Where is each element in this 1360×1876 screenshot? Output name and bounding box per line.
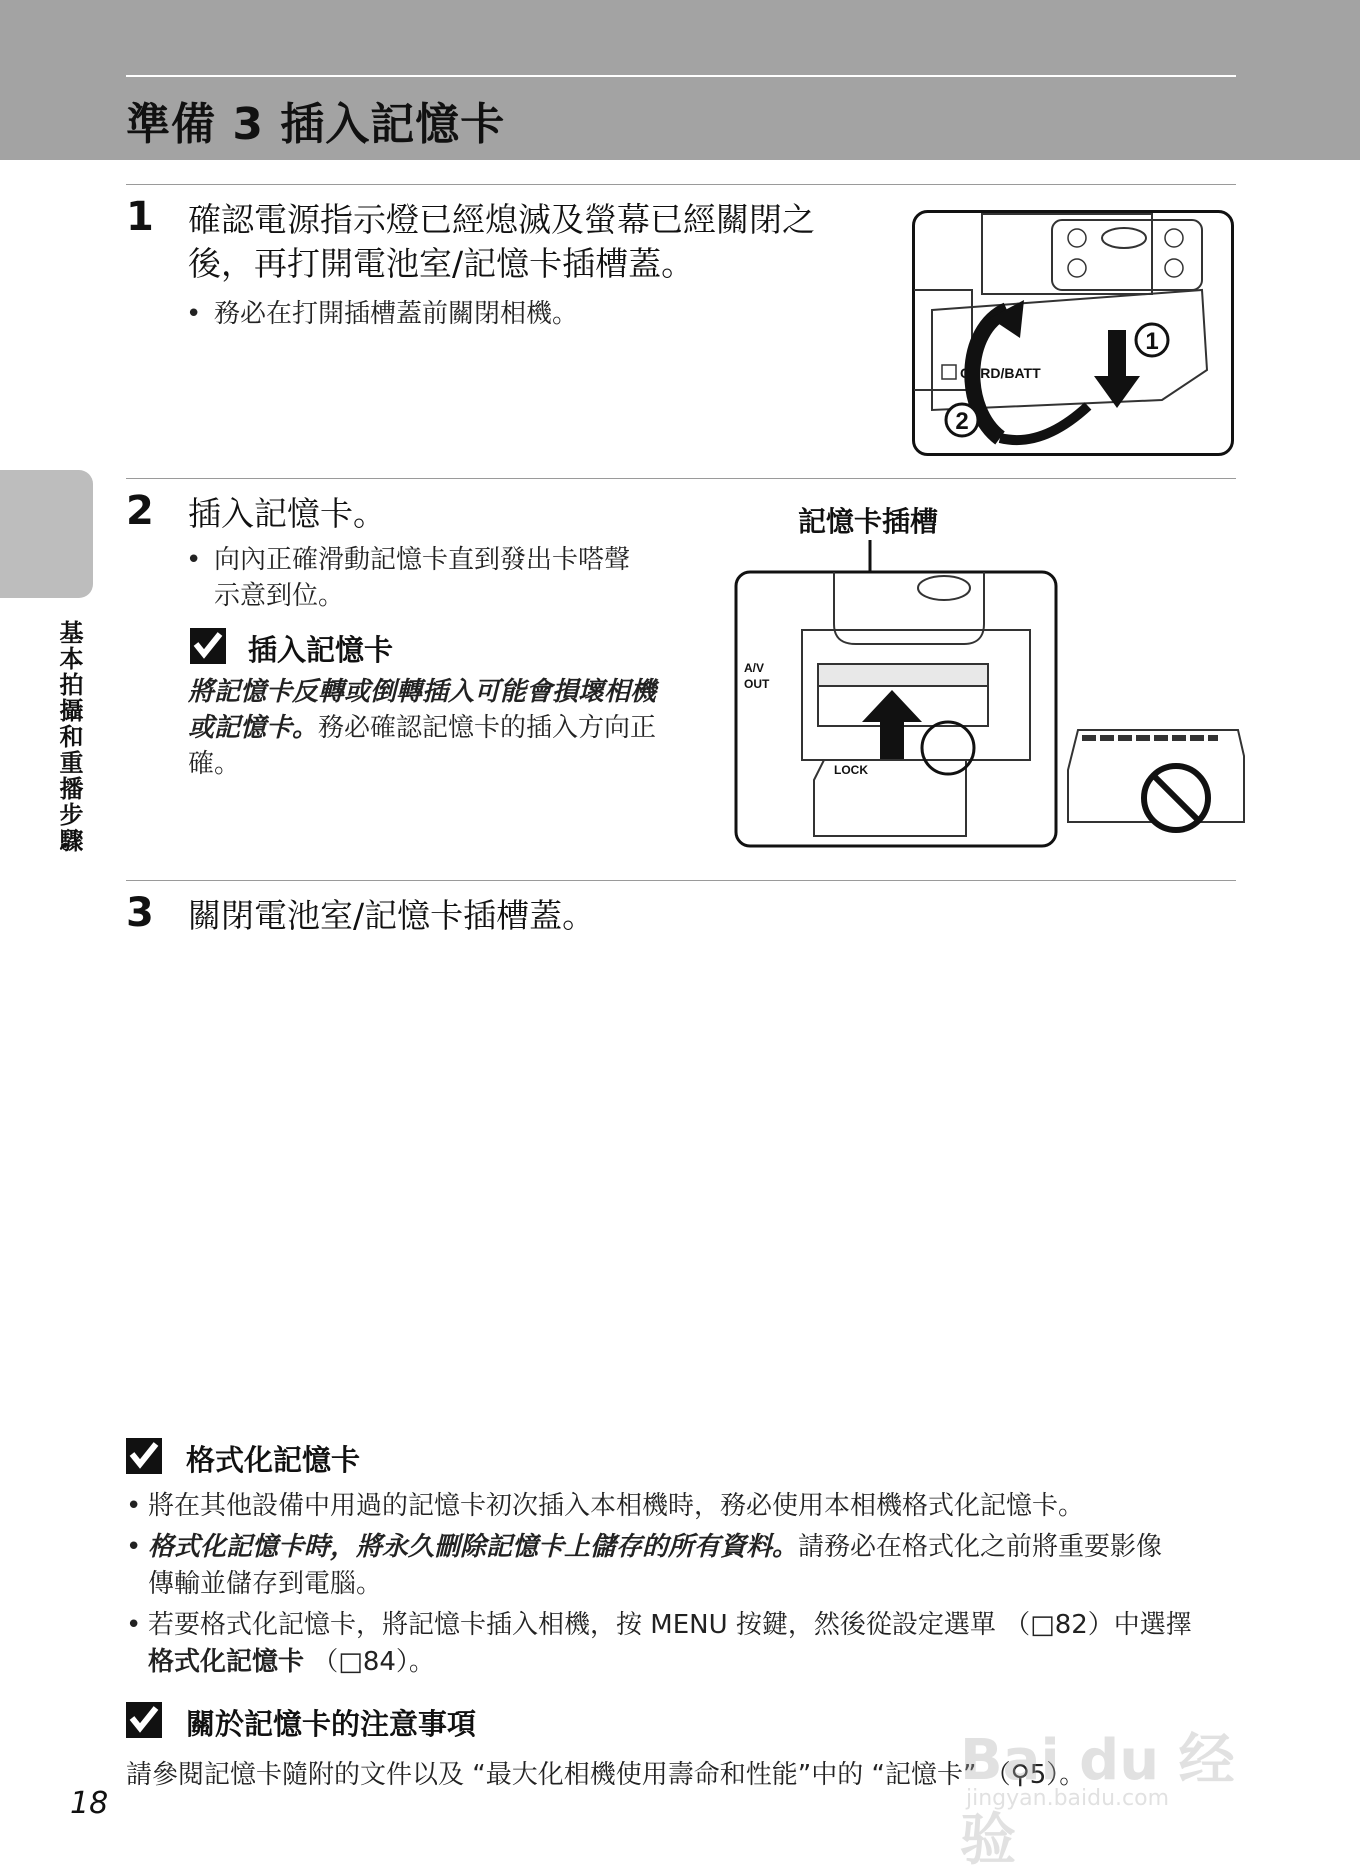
watermark [960,1680,1260,1873]
format-note-title: 格式化記憶卡 [186,1443,361,1477]
list-item: • 將在其他設備中用過的記憶卡初次插入本相機時，務必使用本相機格式化記憶卡。 [126,1491,1085,1521]
page-number: 18 [70,1786,109,1821]
av-label-2: OUT [744,677,770,691]
list-item: • 格式化記憶卡時，將永久刪除記憶卡上儲存的所有資料。請務必在格式化之前將重要影像 傳輸並儲存到電腦。 [126,1532,1163,1599]
format-item-1: 將在其他設備中用過的記憶卡初次插入本相機時，務必使用本相機格式化記憶卡。 [148,1491,1085,1521]
card-note-title: 關於記憶卡的注意事項 [186,1707,477,1741]
wrong-card-orientation [1068,730,1244,830]
step-2-bullet-line2: 示意到位。 [214,581,345,611]
step-2-bullet [186,542,631,614]
checkmark-icon [126,1438,162,1474]
bullet-dot: • [186,545,202,575]
callout-1-label: 1 [1145,328,1159,355]
divider [126,184,1236,185]
format-item-2-text: 請務必在格式化之前將重要影像 [798,1532,1163,1562]
step-2-title: 插入記憶卡。 [188,494,386,533]
format-item-2-line2: 傳輸並儲存到電腦。 [148,1569,383,1599]
step-1-bullet-text: 務必在打開插槽蓋前關閉相機。 [214,299,579,329]
av-label-1: A/V [744,661,765,675]
section-tab [0,470,93,598]
insert-card-warning [188,674,708,782]
warning-line1: 將記憶卡反轉或倒轉插入可能會損壞相機 [188,677,657,707]
format-item-3-ref: （□84）。 [304,1647,435,1677]
step-1-title-line2: 後，再打開電池室/記憶卡插槽蓋。 [188,244,695,283]
step-2-number: 2 [126,488,154,534]
step-1-bullet [186,296,579,332]
list-item: • 若要格式化記憶卡，將記憶卡插入相機，按 MENU 按鍵，然後從設定選單 （□82）中選擇 格式化記憶卡 （□84）。 [126,1610,1192,1677]
format-note-list [126,1488,1236,1685]
section-label: 基本拍攝和重播步驟 [55,620,83,854]
checkmark-icon [190,628,226,664]
page-title: 準備 3 插入記憶卡 [126,99,506,150]
door-label: CARD/BATT [960,365,1041,381]
card-note-text: 請參閱記憶卡隨附的文件以及 “最大化相機使用壽命和性能”中的 “記憶卡” （⚲5）。 [126,1760,1086,1790]
divider [126,478,1236,479]
insert-card-note-title: 插入記憶卡 [248,633,394,667]
step-2-bullet-line1: 向內正確滑動記憶卡直到發出卡嗒聲 [214,545,631,575]
step-1-title-line1: 確認電源指示燈已經熄滅及螢幕已經關閉之 [188,200,815,239]
step-3-title: 關閉電池室/記憶卡插槽蓋。 [188,896,596,935]
step-3-number: 3 [126,890,154,936]
format-item-3-text: 若要格式化記憶卡，將記憶卡插入相機，按 MENU 按鍵，然後從設定選單 （□82）中選擇 [148,1610,1192,1640]
divider [126,880,1236,881]
callout-2-label: 2 [955,408,969,435]
format-menu-item: 格式化記憶卡 [148,1647,305,1677]
slot-caption: 記憶卡插槽 [798,505,939,538]
checkmark-icon [126,1702,162,1738]
note-line1: 務必確認記憶卡的插入方向正 [318,713,657,743]
format-item-2-warning: 格式化記憶卡時，將永久刪除記憶卡上儲存的所有資料。 [148,1532,799,1562]
lock-label: LOCK [834,763,868,777]
card-insert-illustration [734,540,1246,850]
open-door-illustration [912,210,1234,456]
watermark-url: jingyan.baidu.com [966,1786,1170,1811]
watermark-text: Bai du 经验 [960,1728,1235,1873]
header-rule [126,75,1236,77]
note-line2: 確。 [188,749,241,779]
step-1-number: 1 [126,194,154,240]
warning-line2: 或記憶卡。 [188,713,319,743]
bullet-dot: • [186,299,202,329]
